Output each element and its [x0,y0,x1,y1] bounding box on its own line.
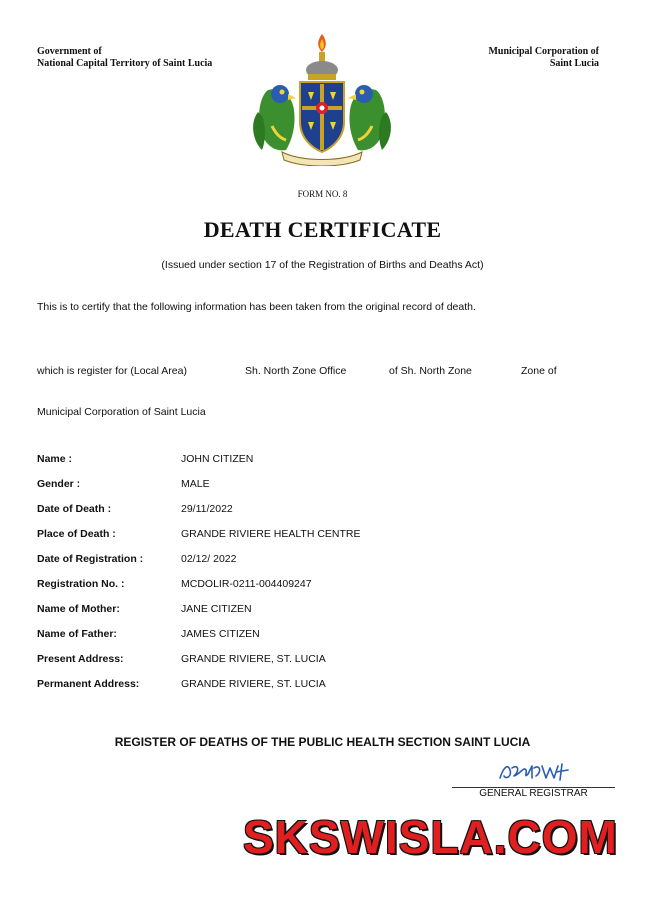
issuer-left-line2: National Capital Territory of Saint Lucia [37,58,213,69]
record-fields [37,446,597,696]
field-row-date-of-registration [37,546,597,571]
field-value: MALE [181,477,210,490]
field-value: GRANDE RIVIERE, ST. LUCIA [181,677,326,690]
field-label: Name of Father: [37,627,117,640]
coat-of-arms-icon [246,30,398,166]
field-value: GRANDE RIVIERE, ST. LUCIA [181,652,326,665]
issuer-right-line2: Saint Lucia [549,58,599,69]
field-value: 29/11/2022 [181,502,233,515]
field-value: MCDOLIR-0211-004409247 [181,577,312,590]
field-label: Place of Death : [37,527,116,540]
issuer-left-line1: Government of [37,46,102,57]
field-label: Present Address: [37,652,124,665]
form-number: FORM NO. 8 [297,189,348,199]
document-subtitle: (Issued under section 17 of the Registration of Births and Deaths Act) [161,259,484,271]
field-label: Name of Mother: [37,602,120,615]
zone-name: of Sh. North Zone [389,365,472,377]
field-value: 02/12/ 2022 [181,552,237,565]
field-label: Gender : [37,477,81,490]
certify-statement: This is to certify that the following information has been taken from the original record of death. [37,301,476,313]
issuer-right-line1: Municipal Corporation of [488,46,599,57]
field-row-gender [37,471,597,496]
local-area-label: which is register for (Local Area) [37,365,187,377]
watermark: SKSWISLA.COM [243,811,618,863]
field-row-permanent-address [37,671,597,696]
field-row-registration-no [37,571,597,596]
municipal-corporation-line: Municipal Corporation of Saint Lucia [37,406,206,418]
field-row-mother [37,596,597,621]
register-title: REGISTER OF DEATHS OF THE PUBLIC HEALTH SECTION SAINT LUCIA [114,735,531,749]
field-row-present-address [37,646,597,671]
field-value: GRANDE RIVIERE HEALTH CENTRE [181,527,361,540]
signature-icon [496,760,572,784]
field-value: JANE CITIZEN [181,602,252,615]
field-label: Date of Death : [37,502,112,515]
field-row-place-of-death [37,521,597,546]
field-label: Name : [37,452,73,465]
field-label: Registration No. : [37,577,125,590]
zone-of-label: Zone of [521,365,557,377]
document-title: DEATH CERTIFICATE [203,217,442,242]
field-row-date-of-death [37,496,597,521]
issuer-right [488,46,599,70]
field-row-father [37,621,597,646]
field-value: JOHN CITIZEN [181,452,254,465]
zone-office: Sh. North Zone Office [245,365,347,377]
issuer-left [37,46,212,70]
signatory-title: GENERAL REGISTRAR [479,788,588,799]
field-value: JAMES CITIZEN [181,627,260,640]
field-label: Date of Registration : [37,552,144,565]
field-row-name [37,446,597,471]
field-label: Permanent Address: [37,677,140,690]
